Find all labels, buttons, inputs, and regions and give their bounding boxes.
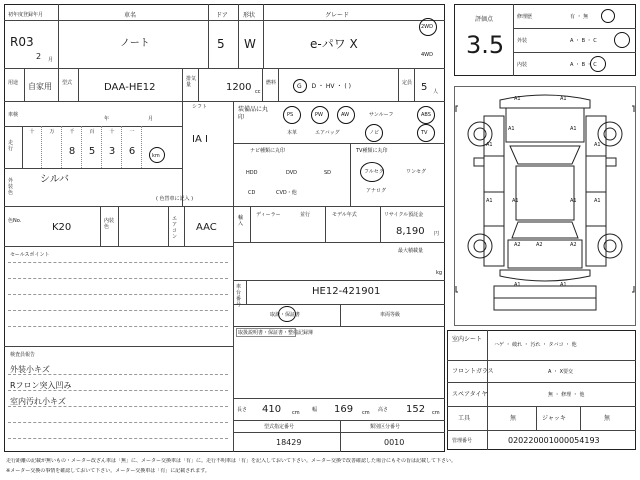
reg-year: R03: [10, 35, 34, 49]
mileage-digit-cell: [62, 126, 82, 168]
tools-label: 工具: [458, 415, 471, 422]
jack-label: ジャッキ: [542, 415, 566, 422]
usage-label: 用途: [8, 80, 19, 86]
model-value: DAA-HE12: [104, 82, 156, 93]
dealer-label: ディーラー: [256, 212, 281, 218]
capacity-label: 定員: [402, 80, 413, 86]
reg-date-label: 初年度登録年月: [8, 12, 44, 18]
equipment-item: 本革: [287, 130, 298, 136]
navi-hdd: HDD: [246, 170, 258, 176]
mileage-digit: 6: [128, 146, 136, 157]
mileage-digit-header: 百: [89, 129, 95, 135]
mileage-label: 走行: [8, 140, 14, 152]
navi-label: ナビ種類に丸印: [250, 148, 286, 154]
damage-mark: A1: [486, 198, 493, 204]
damage-mark: A1: [570, 126, 577, 132]
ext-c-circle: [614, 32, 630, 48]
reg-month-unit: 月: [48, 57, 54, 63]
misc-doc-box: [236, 328, 296, 337]
tv-oneseg: ワンセグ: [406, 169, 427, 175]
equipment-row: [275, 104, 445, 144]
footer-line-1: 走行距離の記載が無いもの・メーター改ざん車は「無」に、メーター交換車は「有」に。走行不明車は「有」を記入しておいて下さい。メーター交換で改善確認した場合にもその旨は記載して下さい。: [6, 458, 457, 464]
equipment-item: AW: [341, 112, 350, 118]
color-label: 外装色: [8, 178, 14, 196]
damage-mark: A1: [560, 282, 567, 288]
class-label: 類別区分番号: [370, 424, 401, 430]
condition-frame: [447, 330, 636, 450]
mileage-digit-cell: [82, 126, 102, 168]
capacity-unit: 人: [433, 89, 439, 95]
load-label: 最大積載量: [398, 248, 424, 254]
fuel-options: G ・ D ・ HV ・ ( ): [297, 83, 351, 90]
sales-point-label: セールスポイント: [10, 252, 50, 258]
damage-mark: A2: [536, 242, 543, 248]
color-code-label: 色No.: [8, 218, 22, 224]
chassis-label: 車台番号: [236, 284, 242, 308]
class-value: 0010: [384, 438, 405, 447]
spare-options: 無 ・ 修理 ・ 他: [548, 392, 585, 398]
int-color-label: 内装色: [104, 218, 115, 230]
ac-value: AAC: [196, 222, 217, 233]
int-label: 内装: [517, 62, 528, 68]
equipment-item: ノビ: [369, 130, 380, 136]
car-name-label: 車名: [124, 12, 137, 19]
damage-mark: A1: [512, 198, 519, 204]
mileage-digit-cell: [22, 126, 42, 168]
inspection-year-unit: 年: [104, 116, 110, 122]
score-value: 3.5: [466, 31, 505, 59]
equipment-item: サンルーフ: [369, 112, 394, 118]
equipment-item: PS: [287, 112, 294, 118]
damage-mark: A1: [486, 142, 493, 148]
footer-line-2: ※メーター交換の事情を確認しておいて下さい。メーター交換車は「有」に記載されます。: [6, 468, 210, 474]
notes-line-1: 外装小キズ: [10, 365, 50, 374]
equipment-item: ABS: [421, 112, 431, 118]
notes-line-2: Rフロン突入凹み: [10, 381, 72, 390]
glass-label: フロントガラス: [452, 368, 494, 375]
mileage-digit-header: 十: [29, 129, 35, 135]
mileage-unit: km: [152, 153, 160, 159]
int-options: A ・ B ・ C: [570, 62, 597, 68]
shape-value: W: [244, 37, 256, 51]
mileage-digit-cell: [122, 126, 142, 168]
int-b-circle: [590, 56, 606, 72]
jack-value: 無: [604, 415, 611, 422]
seat-options: ハゲ ・ 破れ ・ 汚れ ・ タバコ ・ 他: [494, 342, 577, 348]
color-code-value: K20: [52, 222, 72, 233]
shape-label: 形状: [243, 12, 256, 19]
color-change-note: ( 色替車に記入 ): [156, 196, 194, 202]
mileage-digit: 3: [108, 146, 116, 157]
displacement-value: 1200: [226, 82, 252, 93]
tv-fullseg: フルセグ: [364, 169, 384, 175]
model-label: 型式: [62, 80, 73, 86]
mileage-digit-header: 十: [109, 129, 115, 135]
grade-label: グレード: [325, 12, 350, 19]
recycle-unit: 円: [434, 231, 440, 237]
tv-label: TV種類に丸印: [356, 148, 388, 154]
spare-label: スペアタイヤ: [452, 391, 488, 398]
cert-label: 型式指定番号: [264, 424, 295, 430]
capacity-value: 5: [421, 82, 428, 93]
mileage-digit-cell: [102, 126, 122, 168]
recycle-value: 8,190: [396, 226, 425, 237]
navi-sd: SD: [324, 170, 332, 176]
manage-value: 020220001000054193: [508, 436, 600, 445]
mileage-digit-header: 千: [69, 129, 75, 135]
dealer-import-label: 輸入: [238, 215, 244, 227]
tv-analog: アナログ: [366, 188, 387, 194]
damage-mark: A1: [594, 198, 601, 204]
manage-label: 管理番号: [452, 438, 473, 444]
damage-mark: A1: [560, 96, 567, 102]
model-year-label: モデル年式: [332, 212, 357, 218]
length-unit: cm: [292, 410, 300, 416]
equipment-label: 装備品に丸印: [238, 106, 269, 121]
doors-value: 5: [217, 37, 225, 51]
diagram-marks: [454, 86, 636, 326]
mileage-digit-header: 一: [129, 129, 135, 135]
dealer-parallel-label: 並行: [300, 212, 311, 218]
cert-value: 18429: [276, 438, 302, 447]
shift-label: シフト: [192, 104, 208, 110]
damage-mark: A1: [570, 198, 577, 204]
navi-dvd: DVD: [286, 170, 298, 176]
color-value: シルバ: [40, 174, 70, 185]
inspection-label: 車検: [8, 112, 19, 118]
repair-options: 有 ・ 無: [570, 14, 589, 20]
seat-label: 室内シート: [452, 336, 483, 343]
repair-label: 修理歴: [517, 14, 533, 20]
width-unit: cm: [362, 410, 370, 416]
mileage-digit: 5: [88, 146, 96, 157]
ext-options: A ・ B ・ C: [570, 38, 597, 44]
grade-value: e-パワ X: [310, 37, 358, 51]
recycle-label: リサイクル預託金: [384, 212, 424, 218]
car-name: ノート: [120, 38, 150, 49]
displacement-unit: cc: [255, 89, 261, 95]
notes-label: 検査員報告: [10, 352, 36, 358]
damage-mark: A2: [570, 242, 577, 248]
usage-value: 自家用: [28, 82, 52, 91]
length-label: 長さ: [237, 407, 248, 413]
damage-mark: A1: [594, 142, 601, 148]
mileage-digit-row: [22, 126, 166, 168]
inspection-month-unit: 月: [148, 116, 154, 122]
equipment-item: エアバッグ: [315, 130, 340, 136]
height-unit: cm: [432, 410, 440, 416]
width-value: 169: [334, 404, 354, 415]
equipment-item: PW: [315, 112, 323, 118]
navi-cd: CD: [248, 190, 256, 196]
mileage-digit-header: 万: [49, 129, 55, 135]
length-value: 410: [262, 404, 282, 415]
equipment-item: TV: [421, 130, 428, 136]
load-unit: kg: [436, 270, 443, 276]
width-label: 幅: [312, 407, 318, 413]
damage-mark: A1: [514, 96, 521, 102]
shift-value: IA I: [192, 134, 208, 145]
mileage-digit-cell: [42, 126, 62, 168]
displacement-label: 排気量: [186, 76, 197, 88]
height-value: 152: [406, 404, 426, 415]
navi-other: CVD・他: [276, 190, 297, 196]
ac-label: エアコン: [172, 216, 178, 240]
ext-label: 外装: [517, 38, 528, 44]
chassis-value: HE12-421901: [312, 286, 381, 297]
repair-none-circle: [601, 9, 615, 23]
height-label: 高さ: [378, 407, 389, 413]
damage-mark: A1: [514, 282, 521, 288]
damage-mark: A1: [508, 126, 515, 132]
reg-month: 2: [36, 52, 42, 61]
notes-line-3: 室内汚れ小キズ: [10, 397, 66, 406]
spare-doc-label: 車両等級: [380, 312, 401, 318]
doors-label: ドア: [216, 12, 228, 19]
manual-label: 取説・保証書: [270, 312, 301, 318]
mileage-digit: 8: [68, 146, 76, 157]
fuel-label: 燃料: [266, 80, 277, 86]
tools-value: 無: [510, 415, 517, 422]
drive-4wd: 4WD: [421, 52, 433, 58]
drive-2wd: 2WD: [421, 24, 433, 30]
glass-options: A ・ X要交: [548, 369, 574, 375]
score-label: 評価点: [475, 16, 494, 23]
damage-mark: A2: [514, 242, 521, 248]
misc-doc-label: 取扱説明書・保証書・整備記録簿: [238, 330, 314, 336]
